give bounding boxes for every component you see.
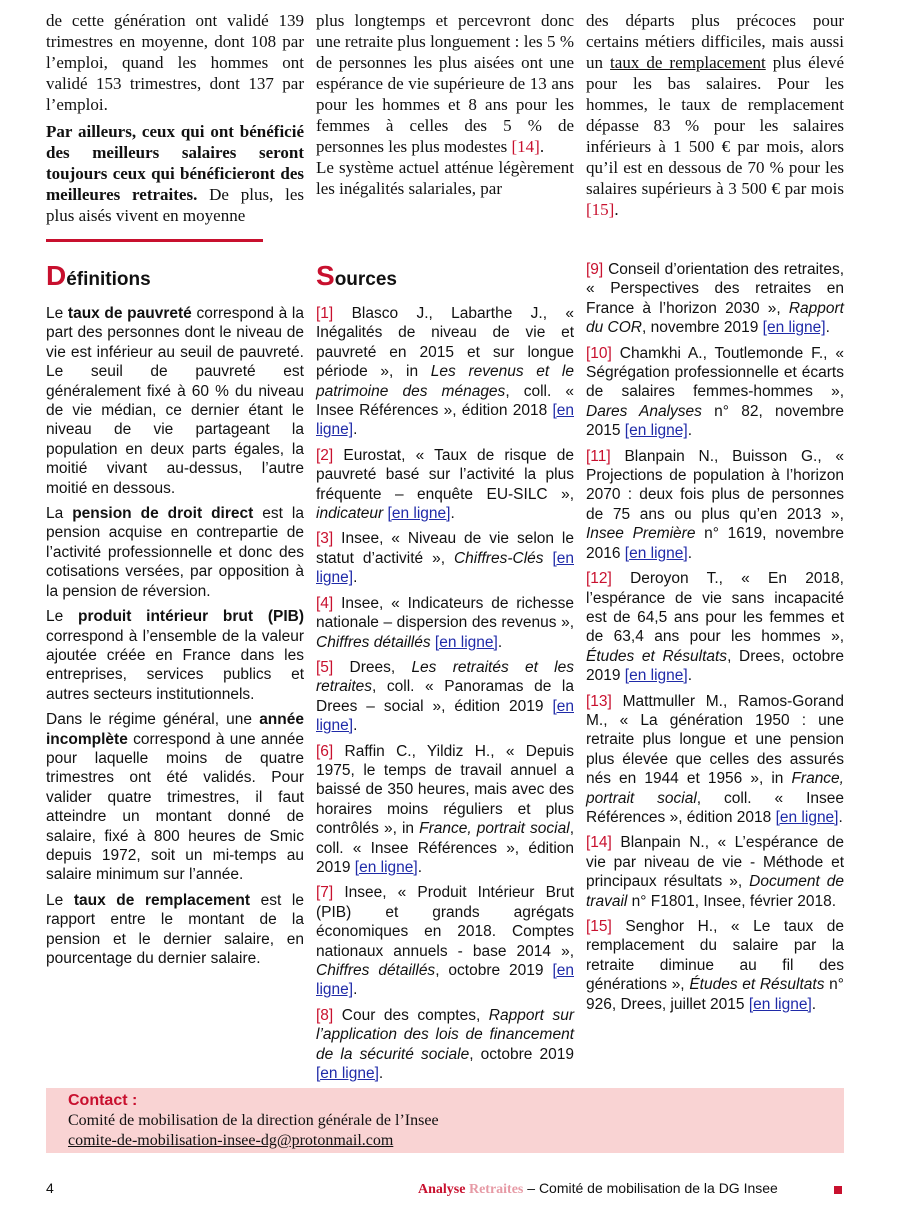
definition-text: est le rapport entre le montant de la pension et le dernier salaire, en pourcentage du dernier salaire. (46, 891, 304, 967)
paragraph (316, 10, 574, 157)
source-number: [1] (316, 305, 334, 322)
source-number: [14] (586, 834, 612, 852)
definition-text: Dans le régime général, une (46, 711, 260, 729)
definition-term: taux de remplacement (73, 891, 251, 909)
punctuation: . (614, 200, 619, 219)
source-text: Senghor H., « Le taux de remplacement du salaire par la retraite diminue au fil des générations », (586, 918, 844, 994)
source-title: Les revenus et le patrimoine des ménages (316, 363, 574, 400)
definition-item (46, 607, 304, 704)
source-number: [5] (316, 658, 334, 676)
top-column-1 (46, 10, 304, 226)
source-title: Dares Analyses (586, 402, 702, 420)
source-item (316, 883, 574, 999)
source-item (586, 833, 844, 911)
source-text: Insee, « Produit Intérieur Brut (PIB) et grands agrégats économiques en 2018. Comptes nationaux annuels - base 2014 », (316, 884, 574, 960)
source-text: , novembre 2019 (642, 319, 763, 337)
source-text: Insee, « Niveau de vie selon le statut d’activité », (316, 530, 574, 567)
punctuation: . (687, 422, 693, 440)
definition-term: année incomplète (46, 711, 304, 748)
source-text: Blanpain N., « L’espérance de vie par niveau de vie - Méthode et principaux résultats », (586, 834, 844, 891)
paragraph-text: Le système actuel atténue légèrement les inégalités salariales, par (316, 158, 574, 198)
footer-analyse: Analyse (418, 1182, 466, 1197)
source-title: Études et Résultats (586, 647, 728, 665)
source-number: [4] (316, 594, 334, 612)
paragraph (46, 121, 304, 226)
source-number: [6] (316, 742, 334, 760)
source-item (316, 304, 574, 440)
source-text: Raffin C., Yildiz H., « Depuis 1975, le temps de travail annuel a baissé de 350 heures, mais avec des horaires moins réguliers et plus contrôlés », in (316, 742, 574, 838)
definition-item (46, 891, 304, 969)
punctuation: . (353, 569, 358, 587)
definition-text: La (46, 505, 73, 523)
source-item (316, 658, 574, 736)
source-text: Chamkhi A., Toutlemonde F., « Ségrégation professionnelle et écarts de salaires femmes-hommes », (586, 344, 844, 401)
section-divider (46, 239, 263, 242)
definition-item (46, 504, 304, 601)
footer-square-icon (834, 1186, 842, 1194)
punctuation: . (450, 505, 455, 523)
source-number: [7] (316, 884, 334, 902)
reference-link[interactable]: [14] (511, 137, 540, 156)
source-number: [13] (586, 692, 612, 710)
punctuation: . (417, 858, 423, 876)
punctuation: . (687, 544, 693, 562)
punctuation: . (378, 1065, 384, 1083)
source-title: France, portrait social (586, 770, 844, 807)
source-text: , Drees, octobre 2019 (586, 647, 844, 685)
source-text: Cour des comptes, (333, 1006, 489, 1024)
source-text: n° 1619, novembre 2016 (586, 525, 844, 562)
source-text: Insee, « Indicateurs de richesse nationale – dispersion des revenus », (316, 594, 574, 632)
paragraph-text: plus élevé pour les bas salaires. Pour les hommes, le taux de remplacement dépasse 83 % pour les salaires inférieurs à 1 500 € par mois, alors qu’il est en dessous de 70 % pour les salaires supérieurs à 3 500 € par mois (586, 53, 844, 198)
page-number: 4 (46, 1180, 54, 1196)
source-item (586, 260, 844, 338)
source-item (586, 569, 844, 685)
punctuation: . (353, 421, 358, 439)
source-text: Blasco J., Labarthe J., « Inégalités de niveau de vie et pauvreté en 2015 et sur longue période », in (316, 305, 574, 381)
source-title: Chiffres détaillés (316, 633, 431, 651)
online-link[interactable]: [en ligne] (387, 505, 451, 523)
source-item (316, 446, 574, 524)
definition-term: taux de pauvreté (67, 305, 192, 322)
punctuation: . (539, 137, 545, 156)
definition-item (46, 710, 304, 885)
source-item (316, 1006, 574, 1084)
top-column-2 (316, 10, 574, 199)
definitions-heading (46, 260, 151, 292)
source-text: , coll. « Insee Références », édition 2019 (316, 820, 574, 876)
heading-text: éfinitions (66, 269, 151, 290)
source-number: [12] (586, 570, 612, 588)
source-title: Insee Première (586, 525, 696, 543)
definition-text: Le (46, 608, 79, 626)
source-text: n° 926, Drees, juillet 2015 (586, 976, 844, 1013)
punctuation: . (811, 995, 817, 1013)
source-number: [9] (586, 261, 604, 278)
source-item (586, 917, 844, 1014)
source-title: Les retraités et les retraites (316, 658, 574, 696)
online-link[interactable]: [en ligne] (775, 808, 839, 826)
source-title: Chiffres détaillés (316, 962, 436, 979)
definition-text: correspond à une année pour laquelle moins de quatre trimestres ont été validés. Pour valider quatre trimestres, il faut atteindre un montant donné de salaire, fixé à 800 heures de Smic depuis 1972, soit un mi-temps au salaire minimum sur l’année. (46, 730, 304, 884)
punctuation: . (687, 667, 693, 685)
source-number: [10] (586, 344, 612, 362)
contact-box (46, 1088, 844, 1153)
reference-link[interactable]: [15] (586, 200, 615, 219)
punctuation: . (838, 808, 843, 826)
paragraph-text: plus longtemps et percevront donc une retraite plus longuement : les 5 % de personnes les plus aisées ont une espérance de vie supérieure de 13 ans pour les hommes et 8 ans pour les femmes à celles des 5 % de personnes les plus modestes (316, 11, 574, 156)
online-link[interactable]: [en ligne] (624, 544, 688, 562)
punctuation: . (353, 981, 358, 999)
source-number: [15] (586, 918, 612, 935)
online-link[interactable]: [en ligne] (316, 549, 575, 587)
punctuation: . (497, 633, 503, 651)
heading-text: ources (334, 269, 397, 290)
source-title: Rapport du COR (586, 299, 844, 337)
source-number: [3] (316, 530, 334, 548)
source-item (586, 692, 844, 828)
source-text: , octobre 2019 (469, 1045, 574, 1063)
footer-title (418, 1180, 778, 1198)
definition-item (46, 304, 304, 498)
source-text: Eurostat, « Taux de risque de pauvreté basé sur l’activité la plus fréquente – enquête EU-SILC », (316, 446, 574, 503)
top-column-3 (586, 10, 844, 220)
paragraph (316, 157, 574, 199)
source-text: n° 82, novembre 2015 (586, 402, 844, 440)
source-number: [11] (586, 447, 611, 465)
source-text: , coll. « Insee Références », édition 2018 (586, 789, 844, 826)
definition-text: Le (46, 891, 74, 909)
source-item (316, 594, 574, 652)
sources-list-b (586, 260, 844, 1020)
paragraph (46, 10, 304, 115)
contact-organization: Comité de mobilisation de la direction générale de l’Insee (68, 1112, 439, 1129)
online-link[interactable]: [en ligne] (316, 1065, 379, 1083)
paragraph-text: des départs plus précoces pour certains métiers difficiles, mais aussi un (586, 11, 844, 72)
contact-email-link[interactable]: comite-de-mobilisation-insee-dg@protonmail.com (68, 1132, 394, 1149)
definition-text: correspond à la part des personnes dont le niveau de vie est inférieur au seuil de pauvreté. Le seuil de pauvreté est généralement fixé à 60 % du niveau de vie médian, ce dernier étant le niveau de vie partageant la population en deux parts égales, la moitié vivant au-dessus, l’autre moitié en dessous. (46, 305, 304, 497)
online-link[interactable]: [en ligne] (624, 667, 688, 685)
heading-initial: D (46, 260, 67, 291)
source-item (316, 742, 574, 878)
source-text: , coll. « Insee Références », édition 2018 (316, 382, 574, 420)
source-title: France, portrait social (419, 820, 570, 838)
sources-list-a (316, 304, 574, 1089)
paragraph (586, 10, 844, 220)
paragraph-text: de cette génération ont validé 139 trimestres en moyenne, dont 108 par l’emploi, quand les hommes ont validé 153 trimestres, dont 137 par l’emploi. (46, 11, 304, 114)
definition-text: Le (46, 305, 68, 322)
source-item (586, 344, 844, 441)
definition-text: correspond à l’ensemble de la valeur ajoutée créée en France dans les entreprises, services publics et autres secteurs institutionnels. (46, 627, 304, 703)
definition-term: produit intérieur brut (PIB) (78, 608, 304, 626)
online-link[interactable]: [en ligne] (624, 422, 688, 440)
source-text: Mattmuller M., Ramos-Gorand M., « La génération 1950 : une retraite plus longue et une pension plus élevée que celles des assurés nés en 1944 et 1956 », in (586, 692, 844, 788)
underlined-term: taux de remplacement (610, 53, 766, 72)
online-link[interactable]: [en ligne] (762, 319, 826, 337)
punctuation: . (825, 319, 830, 337)
source-text: Blanpain N., Buisson G., « Projections de population à l’horizon 2070 : deux fois plus de personnes de 75 ans ou plus qu’en 2013 », (586, 447, 844, 523)
online-link[interactable]: [en ligne] (748, 995, 812, 1013)
source-text: Deroyon T., « En 2018, l’espérance de vie sans incapacité est de 64,5 ans pour les femmes et de 63,4 ans pour les hommes », (586, 570, 844, 646)
source-title: Études et Résultats (689, 976, 825, 994)
online-link[interactable]: [en ligne] (434, 633, 498, 651)
source-text: , octobre 2019 (435, 962, 553, 979)
definition-text: est la pension acquise en contrepartie de l’activité professionnelle et donc des cotisations versées, par opposition à la pension de réversion. (46, 505, 304, 600)
sources-heading (316, 260, 397, 292)
online-link[interactable]: [en ligne] (316, 697, 574, 735)
footer-text: – Comité de mobilisation de la DG Insee (523, 1180, 778, 1196)
online-link[interactable]: [en ligne] (316, 402, 574, 439)
source-title: indicateur (316, 505, 384, 523)
contact-title: Contact : (68, 1092, 138, 1109)
definitions-list (46, 304, 304, 974)
definition-term: pension de droit direct (72, 505, 254, 523)
source-item (586, 447, 844, 563)
online-link[interactable]: [en ligne] (354, 858, 418, 876)
source-text: , coll. « Panoramas de la Drees – social », édition 2019 (316, 678, 574, 715)
bold-statement: Par ailleurs, ceux qui ont bénéficié des meilleurs salaires seront toujours ceux qui bénéficieront des meilleures retraites. (46, 122, 304, 204)
paragraph-text: De plus, les plus aisés vivent en moyenne (46, 185, 305, 225)
source-title: Document de travail (586, 873, 844, 910)
source-text: n° F1801, Insee, février 2018. (627, 892, 837, 910)
heading-initial: S (316, 260, 335, 291)
source-item (316, 529, 574, 587)
source-number: [8] (316, 1006, 334, 1024)
online-link[interactable]: [en ligne] (316, 962, 574, 999)
source-title: Chiffres-Clés (453, 549, 544, 567)
source-text: Drees, (333, 658, 412, 676)
source-title: Rapport sur l’application des lois de financement de la sécurité sociale (316, 1006, 574, 1063)
source-number: [2] (316, 446, 334, 464)
source-text: Conseil d’orientation des retraites, « Perspectives des retraites en France à l’horizon 2030 », (586, 261, 844, 317)
footer-retraites: Retraites (468, 1182, 524, 1197)
punctuation: . (353, 717, 358, 735)
